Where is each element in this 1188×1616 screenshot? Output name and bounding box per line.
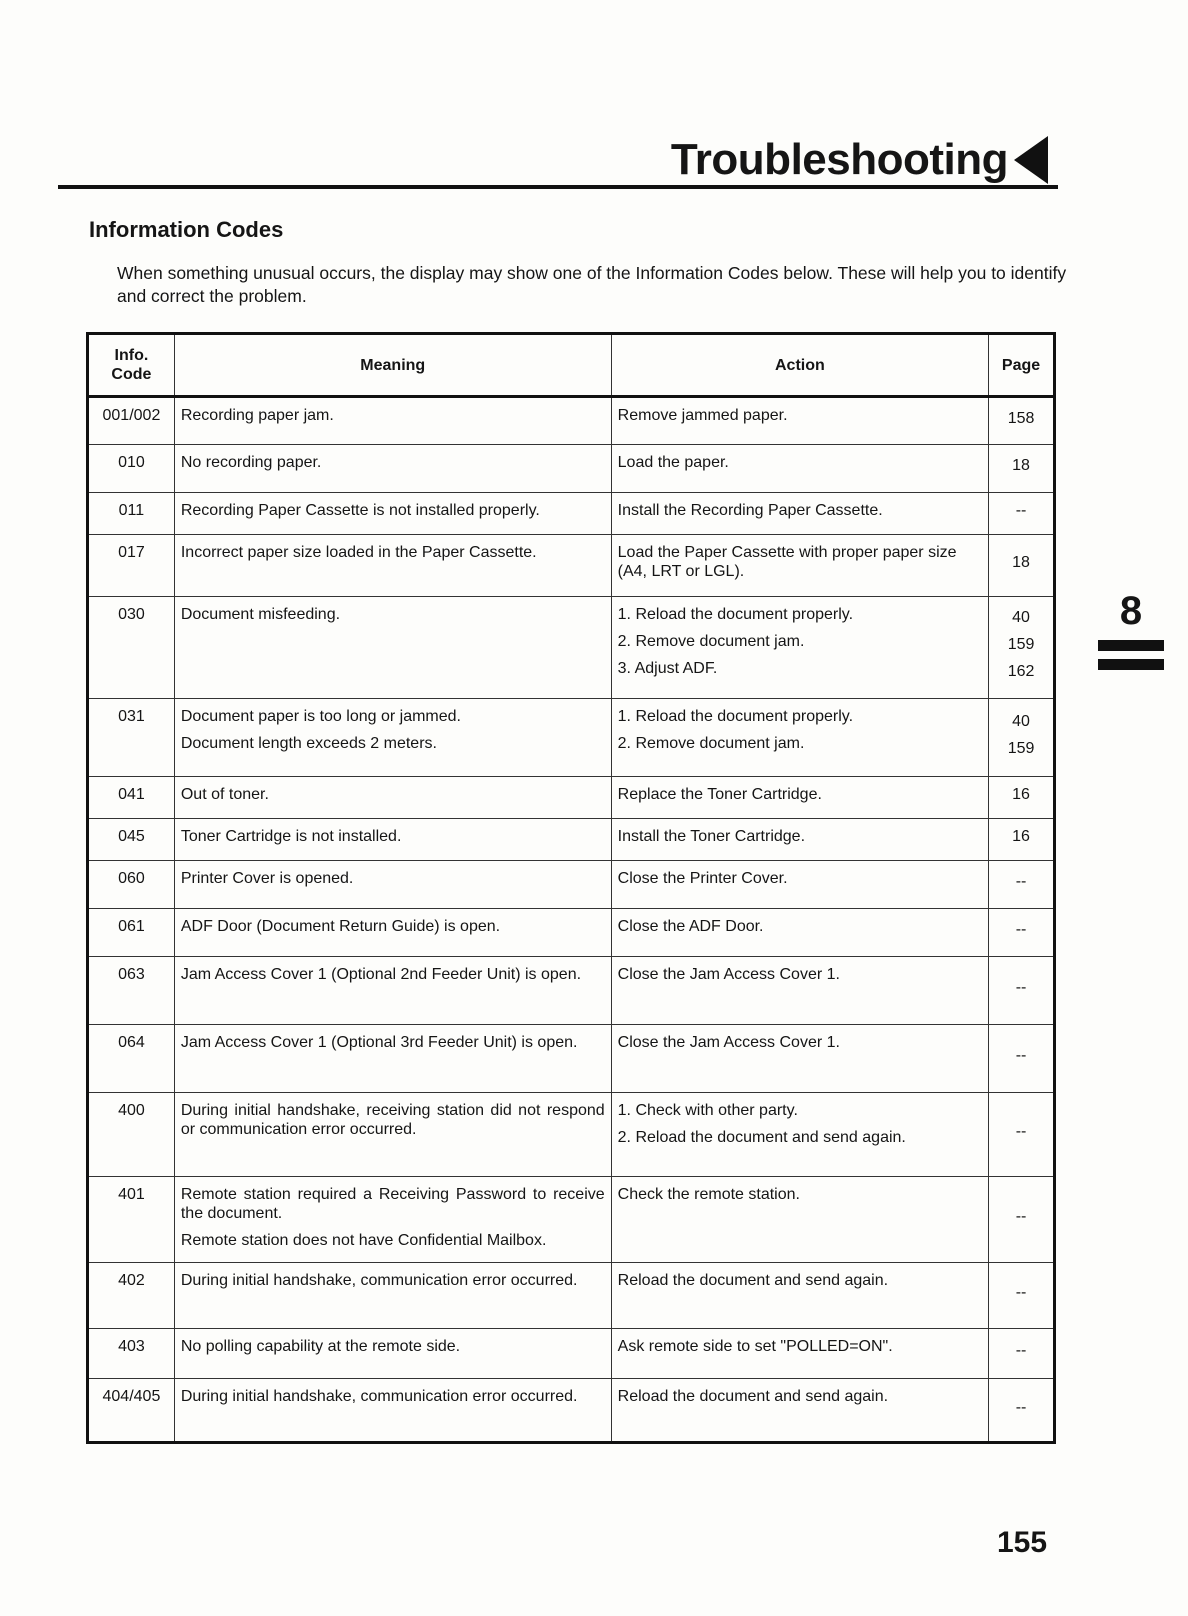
info-code-cell: 064 [88,1025,175,1093]
info-code-cell: 030 [88,597,175,699]
chapter-bar [1098,659,1164,670]
chapter-bar [1098,640,1164,651]
action-cell [611,1329,988,1379]
meaning-line: No polling capability at the remote side. [180,1338,461,1355]
meaning-cell [174,861,611,909]
page-cell [989,445,1055,493]
table-row [88,861,1055,909]
action-cell [611,1379,988,1443]
info-code-cell: 404/405 [88,1379,175,1443]
page-cell [989,493,1055,535]
table-row [88,1025,1055,1093]
table-row [88,777,1055,819]
page-cell [989,1025,1055,1093]
action-cell [611,1025,988,1093]
action-line: 3. Adjust ADF. [617,660,718,677]
table-row [88,1177,1055,1263]
page-ref: 18 [1012,554,1030,571]
action-cell [611,597,988,699]
meaning-cell [174,819,611,861]
meaning-line: Document misfeeding. [180,606,341,623]
page-cell [989,535,1055,597]
table-row [88,445,1055,493]
action-line: Close the Printer Cover. [617,870,788,887]
meaning-line: Jam Access Cover 1 (Optional 2nd Feeder Unit) is open. [180,966,582,983]
action-cell [611,493,988,535]
page-ref: -- [1015,1123,1027,1140]
action-line: 1. Reload the document properly. [617,708,854,725]
information-codes-table [86,332,1056,1444]
page-cell [989,699,1055,777]
action-cell [611,819,988,861]
action-line: Check the remote station. [617,1186,800,1203]
meaning-cell [174,699,611,777]
action-cell [611,777,988,819]
page-ref: 40 [1012,712,1030,730]
action-cell [611,445,988,493]
meaning-cell [174,1093,611,1177]
action-cell [611,535,988,597]
meaning-line: ADF Door (Document Return Guide) is open. [180,918,501,935]
page-cell [989,1263,1055,1329]
table-row [88,493,1055,535]
table-row [88,535,1055,597]
info-code-cell: 063 [88,957,175,1025]
action-cell [611,1177,988,1263]
meaning-cell [174,957,611,1025]
meaning-cell [174,535,611,597]
left-arrow-icon [1014,136,1048,184]
header-action: Action [611,334,988,397]
meaning-line: Recording Paper Cassette is not installed properly. [180,502,540,519]
action-line: Reload the document and send again. [617,1272,889,1289]
meaning-cell [174,493,611,535]
meaning-line: During initial handshake, receiving station did not respond or communication error occurred. [180,1102,605,1138]
action-line: Load the paper. [617,454,729,471]
action-line: Replace the Toner Cartridge. [617,786,822,803]
page-cell [989,397,1055,445]
page-ref: -- [1015,1047,1027,1064]
info-code-cell: 041 [88,777,175,819]
header-title-text: Troubleshooting [670,135,1008,184]
header-page: Page [989,334,1055,397]
page-cell [989,909,1055,957]
info-code-cell: 402 [88,1263,175,1329]
action-cell [611,861,988,909]
page-ref: 162 [1007,663,1035,680]
action-cell [611,397,988,445]
info-code-cell: 045 [88,819,175,861]
action-cell [611,909,988,957]
table-row [88,819,1055,861]
chapter-tab [1098,590,1164,670]
table-row [88,699,1055,777]
page-ref: -- [1015,921,1027,938]
page-cell [989,1329,1055,1379]
page-cell [989,1177,1055,1263]
action-line: Ask remote side to set "POLLED=ON". [617,1338,893,1355]
page-ref: -- [1015,979,1027,996]
meaning-line: Remote station required a Receiving Password to receive the document. [180,1186,605,1222]
action-cell [611,1093,988,1177]
chapter-number: 8 [1119,589,1143,633]
action-line: Close the Jam Access Cover 1. [617,966,840,983]
table-body [88,397,1055,1443]
meaning-line: During initial handshake, communication error occurred. [180,1272,578,1289]
page-ref: 16 [1012,786,1030,803]
meaning-line: Toner Cartridge is not installed. [180,828,402,845]
page-cell [989,957,1055,1025]
meaning-cell [174,1025,611,1093]
page-ref: 40 [1012,609,1030,626]
action-line: Remove jammed paper. [617,407,788,424]
page-ref: 159 [1007,636,1035,653]
header-meaning: Meaning [174,334,611,397]
table-row [88,397,1055,445]
meaning-line: Recording paper jam. [180,407,334,424]
meaning-cell [174,597,611,699]
info-code-cell: 061 [88,909,175,957]
action-line: Reload the document and send again. [617,1388,889,1405]
page-cell [989,861,1055,909]
header-code: Info. Code [88,334,175,397]
table-row [88,1263,1055,1329]
meaning-line: Incorrect paper size loaded in the Paper Cassette. [180,544,537,561]
page-cell [989,597,1055,699]
meaning-line: During initial handshake, communication error occurred. [180,1388,578,1405]
meaning-cell [174,909,611,957]
table-header-row [88,334,1055,397]
action-line: 1. Reload the document properly. [617,606,854,623]
action-line: 2. Remove document jam. [617,735,805,752]
page-cell [989,777,1055,819]
page-ref: 159 [1007,739,1035,757]
info-code-cell: 403 [88,1329,175,1379]
meaning-line: Remote station does not have Confidential Mailbox. [180,1232,547,1249]
meaning-cell [174,1329,611,1379]
page-ref: 158 [1007,409,1035,427]
meaning-cell [174,1263,611,1329]
info-code-cell: 031 [88,699,175,777]
meaning-cell [174,777,611,819]
header-rule [58,185,1058,189]
action-cell [611,957,988,1025]
page-header-title [671,135,1048,185]
action-line: Load the Paper Cassette with proper paper size (A4, LRT or LGL). [617,544,957,580]
action-line: Install the Recording Paper Cassette. [617,502,883,519]
action-cell [611,699,988,777]
section-title: Information Codes [89,217,284,242]
meaning-cell [174,445,611,493]
meaning-line: Document paper is too long or jammed. [180,708,461,725]
table-row [88,597,1055,699]
meaning-line: Jam Access Cover 1 (Optional 3rd Feeder Unit) is open. [180,1034,578,1051]
action-line: Install the Toner Cartridge. [617,828,806,845]
intro-paragraph: When something unusual occurs, the display may show one of the Information Codes below. These will help you to identify and correct the problem. [117,263,1067,306]
page-ref: -- [1015,1398,1027,1416]
info-code-cell: 400 [88,1093,175,1177]
action-cell [611,1263,988,1329]
table-row [88,909,1055,957]
action-line: Close the Jam Access Cover 1. [617,1034,840,1051]
page-number: 155 [997,1526,1048,1559]
meaning-cell [174,1379,611,1443]
action-line: 1. Check with other party. [617,1102,798,1119]
meaning-line: Out of toner. [180,786,269,803]
info-code-cell: 010 [88,445,175,493]
info-code-cell: 011 [88,493,175,535]
action-line: Close the ADF Door. [617,918,764,935]
meaning-line: No recording paper. [180,454,322,471]
page-ref: -- [1015,1284,1027,1301]
table-row [88,1093,1055,1177]
action-line: 2. Remove document jam. [617,633,805,650]
meaning-cell [174,1177,611,1263]
info-code-cell: 401 [88,1177,175,1263]
action-line: 2. Reload the document and send again. [617,1129,906,1146]
info-code-cell: 017 [88,535,175,597]
page-cell [989,1093,1055,1177]
info-code-cell: 060 [88,861,175,909]
page-ref: -- [1015,873,1027,890]
page-cell [989,1379,1055,1443]
page-ref: 16 [1012,828,1030,845]
page-ref: 18 [1012,457,1030,474]
page-ref: -- [1015,502,1027,519]
meaning-line: Document length exceeds 2 meters. [180,735,437,752]
table-row [88,1379,1055,1443]
table-row [88,1329,1055,1379]
info-code-cell: 001/002 [88,397,175,445]
meaning-line: Printer Cover is opened. [180,870,354,887]
page-cell [989,819,1055,861]
meaning-cell [174,397,611,445]
page-ref: -- [1015,1342,1027,1359]
table-row [88,957,1055,1025]
page-ref: -- [1015,1208,1027,1225]
